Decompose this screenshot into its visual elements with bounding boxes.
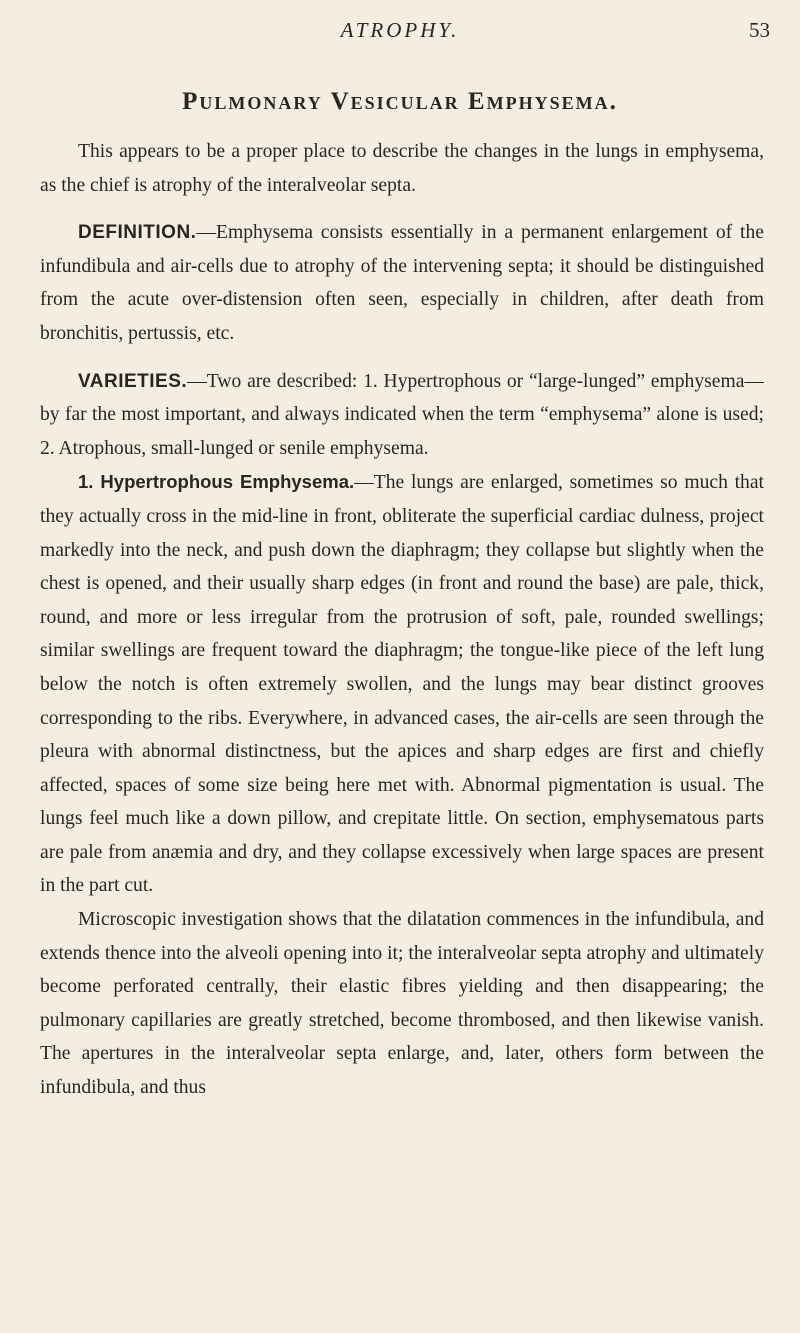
intro-paragraph: This appears to be a proper place to describe the changes in the lungs in emphysema, as the chief is atrophy of the interalveolar septa. [40,141,764,196]
varieties-heading: VARIETIES. [78,370,188,392]
section-title: Pulmonary Vesicular Emphysema. [182,88,618,115]
microscopic-paragraph: Microscopic investigation shows that the dilatation commences in the infundibula, and extends thence into the alveoli opening into it; the interalveolar septa atrophy and ultimately become perforated centrally, their elastic fibres yielding and then disappearing; the pulmonary capillaries are greatly stretched, become thrombosed, and then likewise vanish. The apertures in the interalveolar septa enlarge, and, later, others form between the infundibula, and thus [40,909,764,1099]
hypertrophous-paragraph [40,465,764,903]
definition-text: —Emphysema consists essentially in a permanent enlargement of the infundibula and air-cells due to atrophy of the intervening septa; it should be distinguished from the acute over-distension often seen, especially in children, after death from bronchitis, pertussis, etc. [40,222,764,344]
hypertrophous-text: —The lungs are enlarged, sometimes so much that they actually cross in the mid-line in front, obliterate the superficial cardiac dulness, project markedly into the neck, and push down the diaphragm; they collapse but slightly when the chest is opened, and their usually sharp edges (in front and round the base) are pale, thick, round, and more or less irregular from the protrusion of soft, pale, rounded swellings; similar swellings are frequent toward the diaphragm; the tongue-like piece of the left lung below the notch is often extremely swollen, and the lungs may bear distinct grooves corresponding to the ribs. Everywhere, in advanced cases, the air-cells are seen through the pleura with abnormal distinctness, but the apices and sharp edges are first and chiefly affected, spaces of some size being here met with. Abnormal pigmentation is usual. The lungs feel much like a down pillow, and crepitate little. On section, emphysematous parts are pale from anæmia and dry, and they collapse excessively when large spaces are present in the part cut. [40,472,764,897]
body-text [40,135,764,1105]
running-head [0,14,800,44]
varieties-text: —Two are described: 1. Hypertrophous or “large-lunged” emphysema—by far the most important, and always indicated when the term “emphysema” alone is used; 2. Atrophous, small-lunged or senile emphysema. [40,370,764,459]
definition-paragraph [40,216,764,350]
hypertrophous-heading: 1. Hypertrophous Emphysema. [78,471,355,493]
page-number: 53 [749,18,770,42]
varieties-paragraph [40,365,764,466]
running-title: ATROPHY. [340,18,460,42]
definition-heading: DEFINITION. [78,222,197,244]
